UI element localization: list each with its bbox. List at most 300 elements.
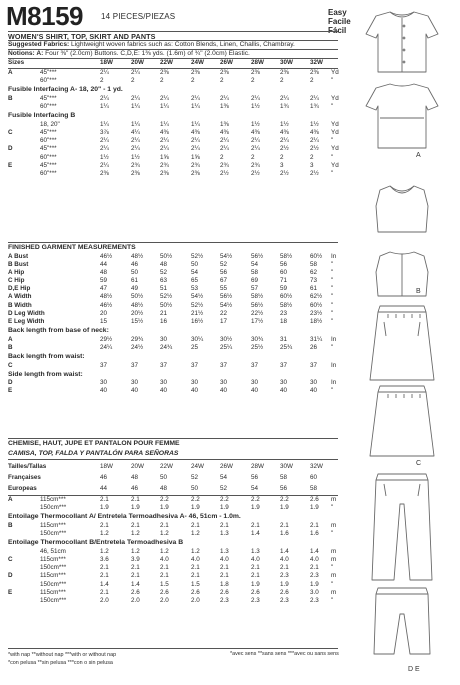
table-row: [8, 387, 343, 395]
cell-value: 1.9: [310, 580, 319, 588]
cell-value: 56½: [251, 252, 264, 260]
view-label-a: A: [416, 152, 421, 159]
cell-value: 2½: [220, 169, 229, 177]
row-code: A Hip: [8, 268, 25, 276]
cell-value: 1.9: [251, 504, 260, 512]
cell-value: 2¼: [191, 145, 200, 153]
cell-value: 2.1: [160, 521, 169, 529]
row-code: D: [8, 572, 13, 580]
cell-value: 50: [191, 260, 199, 268]
row-width: 60"***: [40, 153, 57, 161]
cell-value: 15: [100, 318, 108, 325]
cell-value: 2½: [310, 169, 319, 177]
section-heading-text: Back length from base of neck:: [8, 327, 109, 335]
row-width: 150cm***: [40, 596, 67, 604]
row-code: B Width: [8, 301, 32, 309]
cell-value: 1.2: [160, 530, 169, 538]
cell-value: 2.1: [131, 521, 140, 529]
cell-value: 1½: [310, 120, 319, 128]
table-row: [8, 589, 343, 597]
cell-value: 57: [251, 285, 259, 293]
row-code: B: [8, 343, 13, 351]
row-unit: In: [331, 361, 337, 369]
cell-value: 65: [191, 277, 199, 285]
cell-value: 2¼: [220, 137, 229, 145]
cell-value: 30: [160, 379, 168, 387]
row-unit: m: [331, 588, 337, 596]
cell-value: 40: [310, 387, 318, 395]
section-heading: [8, 352, 343, 362]
size-value: 54: [251, 485, 259, 492]
cell-value: 46½: [100, 301, 113, 309]
cell-value: 30: [220, 379, 228, 387]
pants-e-back: [374, 588, 430, 654]
cell-value: 3: [310, 161, 314, 169]
sizes-label: Sizes: [8, 59, 25, 66]
cell-value: 1⅜: [220, 120, 229, 128]
garment-illustrations: [344, 0, 460, 680]
cell-value: 53: [191, 285, 199, 293]
shirt-a-back: [366, 84, 438, 148]
row-width: 150cm***: [40, 564, 67, 572]
row-code: B: [8, 94, 13, 102]
cell-value: 30: [100, 379, 108, 387]
table-row: [8, 548, 343, 556]
row-unit: m: [331, 572, 337, 580]
table-row: [8, 302, 343, 310]
sizes-fr-es: [8, 461, 343, 494]
table-row: [8, 162, 343, 170]
cell-value: 2.6: [191, 588, 200, 596]
cell-value: 1.6: [310, 530, 319, 538]
cell-value: 1¼: [131, 103, 140, 111]
cell-value: 1.9: [191, 504, 200, 512]
table-row: [8, 362, 343, 370]
cell-value: 37: [220, 361, 228, 369]
cell-value: 2¼: [251, 145, 260, 153]
cell-value: 4⅜: [251, 128, 260, 136]
cell-value: 69: [251, 277, 259, 285]
shirt-a-front: [366, 12, 438, 72]
cell-value: 3: [280, 161, 284, 169]
suggested-label: Suggested Fabrics:: [8, 41, 70, 48]
pieces-count: 14 PIECES/PIEZAS: [101, 12, 176, 21]
size-value: 24W: [191, 463, 204, 470]
cell-value: 52½: [191, 301, 204, 309]
top-b-front: [376, 186, 428, 232]
section-heading-text: Fusible Interfacing B: [8, 112, 76, 120]
table-row: [8, 170, 343, 178]
row-width: 45"***: [40, 69, 57, 76]
garment-sketches: [344, 0, 460, 680]
row-width: 115cm***: [40, 572, 66, 580]
cell-value: 52: [220, 260, 228, 268]
table-row: [8, 572, 343, 580]
cell-value: 3.6: [100, 555, 109, 563]
skirt-c-front: [370, 306, 434, 380]
cell-value: 48: [160, 260, 168, 268]
cell-value: 2¼: [100, 137, 109, 145]
cell-value: 2.1: [191, 572, 200, 580]
cell-value: 21: [160, 309, 168, 317]
cell-value: 2.1: [251, 572, 260, 580]
row-code: E: [8, 161, 13, 169]
cell-value: 2¼: [100, 145, 109, 153]
cell-value: 2.1: [160, 564, 169, 572]
cell-value: 2: [280, 153, 284, 161]
cell-value: 2: [280, 77, 284, 85]
row-unit: ": [331, 301, 334, 309]
cell-value: 2¼: [310, 137, 319, 145]
view-label-de: D E: [408, 666, 420, 673]
size-row: [8, 483, 343, 494]
cell-value: 47: [100, 285, 108, 293]
size-value: 28W: [251, 463, 264, 470]
pants-d-front: [372, 474, 432, 580]
cell-value: 4⅜: [220, 128, 229, 136]
cell-value: 58½: [251, 293, 264, 301]
cell-value: 56: [220, 268, 228, 276]
cell-value: 2⅜: [100, 169, 109, 177]
row-unit: ": [331, 309, 334, 317]
table-row: [8, 129, 343, 137]
cell-value: 2¼: [220, 145, 229, 153]
cell-value: 30: [251, 379, 259, 387]
cell-value: 1.4: [310, 547, 319, 555]
row-width: 150cm***: [40, 580, 67, 588]
row-width: 150cm***: [40, 530, 67, 538]
row-unit: ": [331, 293, 334, 301]
pattern-number: M8159: [6, 1, 83, 31]
cell-value: 2⅜: [160, 169, 169, 177]
table-row: [8, 379, 343, 387]
cell-value: 16½: [191, 318, 204, 325]
row-width: 115cm***: [40, 588, 66, 596]
sizes-header: [8, 59, 343, 67]
row-unit: m: [331, 555, 337, 563]
row-code: A: [8, 69, 13, 76]
cell-value: 2.1: [100, 521, 109, 529]
row-code: D Leg Width: [8, 309, 45, 317]
section-heading-text: Side length from waist:: [8, 370, 83, 378]
cell-value: 2¼: [191, 137, 200, 145]
cell-value: 4⅜: [160, 128, 169, 136]
cell-value: 52: [160, 268, 168, 276]
section-heading: [8, 243, 343, 253]
cell-value: 58½: [280, 252, 293, 260]
cell-value: 2.3: [220, 596, 229, 604]
row-width: 45"***: [40, 161, 57, 169]
cell-value: 2.0: [100, 596, 109, 604]
cell-value: 1.9: [100, 504, 109, 512]
notions-text: Four ⅜" (2.0cm) Buttons. C,D,E: 1⅜ yds. (1.6m) of ¾" (2.0cm) Elastic.: [43, 50, 250, 57]
cell-value: 1.2: [191, 547, 200, 555]
cell-value: 63: [160, 277, 168, 285]
cell-value: 21½: [191, 309, 204, 317]
row-unit: ": [331, 564, 334, 572]
table-row: [8, 285, 343, 293]
cell-value: 1.6: [280, 530, 289, 538]
size-value: 52: [191, 474, 199, 481]
table-row: [8, 504, 343, 512]
row-unit: Yd: [331, 94, 339, 102]
cell-value: 1⅜: [220, 103, 229, 111]
cell-value: 1⅝: [191, 153, 200, 161]
table-row: [8, 277, 343, 285]
cell-value: 71: [280, 277, 288, 285]
cell-value: 1.9: [220, 504, 229, 512]
cell-value: 2.1: [220, 572, 229, 580]
section-heading-text: Entoilage Thermocollant B/Entretela Termoadhesiva B: [8, 539, 184, 547]
section-heading: [8, 85, 343, 95]
cell-value: 2.1: [131, 564, 140, 572]
cell-value: 3⅞: [100, 128, 109, 136]
cell-value: 2.1: [131, 572, 140, 580]
cell-value: 2⅜: [310, 69, 319, 76]
cell-value: 20½: [131, 309, 144, 317]
size-value: 30W: [280, 463, 293, 470]
cell-value: 31: [280, 335, 288, 343]
cell-value: 50½: [160, 301, 173, 309]
skirt-c-back: [370, 386, 434, 456]
notions: [8, 50, 338, 57]
row-unit: ": [331, 277, 334, 285]
table-row: [8, 95, 343, 103]
cell-value: 40: [100, 387, 108, 395]
cell-value: 1.4: [100, 580, 109, 588]
cell-value: 2: [160, 77, 164, 85]
view-label-c: C: [416, 460, 422, 467]
view-label-b: B: [416, 288, 421, 295]
cell-value: 1.8: [220, 580, 229, 588]
size-value: 60: [310, 474, 318, 481]
row-code: A Bust: [8, 252, 29, 260]
cell-value: 2¼: [131, 137, 140, 145]
size-value: 50: [160, 474, 168, 481]
row-unit: Yd: [331, 145, 339, 153]
cell-value: 2⅜: [131, 169, 140, 177]
cell-value: 50½: [160, 252, 173, 260]
cell-value: 2.1: [280, 564, 289, 572]
cell-value: 2¼: [251, 137, 260, 145]
cell-value: 37: [310, 361, 318, 369]
cell-value: 1.5: [191, 580, 200, 588]
cell-value: 29½: [100, 335, 113, 343]
size-value: 44: [100, 485, 108, 492]
table-row: [8, 293, 343, 301]
section-heading-text: Fusible Interfacing A- 18, 20" - 1 yd.: [8, 86, 123, 94]
row-code: A Width: [8, 293, 32, 301]
row-width: 18, 20": [40, 120, 60, 128]
title-fr: CHEMISE, HAUT, JUPE ET PANTALON POUR FEMME: [8, 440, 180, 447]
cell-value: 4.0: [191, 555, 200, 563]
cell-value: 2.6: [280, 588, 289, 596]
difficulty-en: Easy: [328, 8, 347, 17]
row-unit: m: [331, 496, 337, 503]
table-row: [8, 530, 343, 538]
cell-value: 2½: [280, 145, 289, 153]
cell-value: 24¼: [100, 343, 113, 351]
row-width: 115cm***: [40, 496, 66, 503]
table-row: [8, 581, 343, 589]
cell-value: 56½: [251, 301, 264, 309]
cell-value: 4¼: [131, 128, 140, 136]
size-value: 18W: [100, 59, 113, 66]
cell-value: 30: [160, 335, 168, 343]
cell-value: 4.0: [251, 555, 260, 563]
cell-value: 25: [191, 343, 199, 351]
divider: [8, 648, 338, 649]
cell-value: 4.0: [280, 555, 289, 563]
titles-fr-es: [8, 439, 343, 458]
section-heading: [8, 512, 343, 522]
cell-value: 2.0: [191, 596, 200, 604]
row-unit: ": [331, 169, 334, 177]
cell-value: 48½: [100, 293, 113, 301]
cell-value: 3.0: [310, 588, 319, 596]
cell-value: 2: [191, 77, 195, 85]
cell-value: 2.1: [220, 521, 229, 529]
cell-value: 2.3: [280, 572, 289, 580]
cell-value: 2¼: [100, 94, 109, 102]
notions-label: Notions: A:: [8, 50, 44, 57]
cell-value: 56: [280, 260, 288, 268]
cell-value: 2¼: [100, 69, 109, 76]
cell-value: 1¼: [131, 120, 140, 128]
cell-value: 1.3: [251, 547, 260, 555]
cell-value: 2¾: [131, 161, 140, 169]
row-unit: ": [331, 343, 334, 351]
cell-value: 4⅜: [191, 128, 200, 136]
row-width: 46, 51cm: [40, 547, 66, 555]
row-unit: ": [331, 268, 334, 276]
cell-value: 2¼: [251, 94, 260, 102]
row-width: 60"***: [40, 137, 57, 145]
cell-value: 20: [100, 309, 108, 317]
size-row-label: Françaises: [8, 474, 41, 481]
cell-value: 2.1: [100, 564, 109, 572]
row-code: B Bust: [8, 260, 29, 268]
cell-value: 2⅜: [160, 69, 169, 76]
cell-value: 2: [251, 77, 255, 85]
row-unit: Yd: [331, 69, 339, 76]
size-value: 22W: [160, 59, 173, 66]
footnote-en: *with nap **without nap ***with or without nap: [8, 652, 117, 658]
cell-value: 54½: [191, 293, 204, 301]
cell-value: 2.1: [251, 564, 260, 572]
cell-value: 30: [310, 379, 318, 387]
cell-value: 25¾: [280, 343, 293, 351]
row-unit: ": [331, 504, 334, 512]
cell-value: 51: [160, 285, 168, 293]
cell-value: 2¼: [310, 94, 319, 102]
size-value: 58: [310, 485, 318, 492]
cell-value: 2: [310, 77, 314, 85]
row-unit: ": [331, 596, 334, 604]
row-code: C: [8, 128, 13, 136]
table-row: [8, 496, 343, 504]
cell-value: 61: [131, 277, 139, 285]
cell-value: 30: [191, 379, 199, 387]
cell-value: 2⅜: [191, 169, 200, 177]
cell-value: 61: [310, 285, 318, 293]
cell-value: 2.1: [100, 588, 109, 596]
cell-value: 1.9: [131, 504, 140, 512]
size-row-label: Europeas: [8, 485, 37, 492]
footnote-es: *con pelusa **sin pelusa ***con o sin pelusa: [8, 660, 113, 666]
size-row: [8, 472, 343, 483]
row-code: B: [8, 521, 13, 529]
size-value: 24W: [191, 59, 204, 66]
cell-value: 58: [310, 260, 318, 268]
cell-value: 1¼: [100, 120, 109, 128]
size-value: 52: [220, 485, 228, 492]
cell-value: 2¼: [131, 145, 140, 153]
cell-value: 2: [220, 77, 224, 85]
cell-value: 29¾: [131, 335, 144, 343]
cell-value: 1.9: [160, 504, 169, 512]
row-width: 150cm***: [40, 504, 67, 512]
row-unit: Yd: [331, 161, 339, 169]
cell-value: 2: [220, 153, 224, 161]
yardage-table-en: [8, 69, 343, 178]
cell-value: 56½: [220, 293, 233, 301]
finished-measurements: [8, 243, 343, 396]
row-width: 45"***: [40, 145, 57, 153]
cell-value: 60½: [310, 252, 323, 260]
cell-value: 40: [191, 387, 199, 395]
cell-value: 48: [100, 268, 108, 276]
cell-value: 1¼: [160, 103, 169, 111]
cell-value: 40: [280, 387, 288, 395]
row-width: 45"***: [40, 94, 57, 102]
row-unit: m: [331, 521, 337, 529]
cell-value: 1½: [100, 153, 109, 161]
size-row: [8, 461, 343, 472]
section-heading-text: Back length from waist:: [8, 353, 85, 361]
cell-value: 2¼: [280, 94, 289, 102]
table-row: [8, 154, 343, 162]
cell-value: 2.6: [160, 588, 169, 596]
cell-value: 2.1: [220, 564, 229, 572]
cell-value: 1.4: [280, 547, 289, 555]
table-row: [8, 121, 343, 129]
cell-value: 4⅜: [280, 128, 289, 136]
cell-value: 1¼: [191, 103, 200, 111]
cell-value: 25¼: [220, 343, 233, 351]
cell-value: 60½: [280, 293, 293, 301]
cell-value: 1.2: [131, 547, 140, 555]
footnote-fr: *avec sens **sans sens ***avec ou sans sens: [230, 651, 339, 657]
row-code: D: [8, 379, 13, 387]
size-value: 20W: [131, 463, 144, 470]
table-row: [8, 556, 343, 564]
difficulty-es: Fácil: [328, 26, 347, 35]
cell-value: 49: [131, 285, 139, 293]
size-value: 26W: [220, 59, 233, 66]
cell-value: 24¾: [160, 343, 173, 351]
size-value: 32W: [310, 59, 323, 66]
cell-value: 48½: [131, 301, 144, 309]
table-row: [8, 318, 343, 326]
cell-value: 1.9: [251, 580, 260, 588]
cell-value: 40: [160, 387, 168, 395]
cell-value: 37: [280, 361, 288, 369]
row-unit: ": [331, 260, 334, 268]
cell-value: 4.0: [220, 555, 229, 563]
cell-value: 4.0: [160, 555, 169, 563]
divider: [8, 459, 338, 460]
